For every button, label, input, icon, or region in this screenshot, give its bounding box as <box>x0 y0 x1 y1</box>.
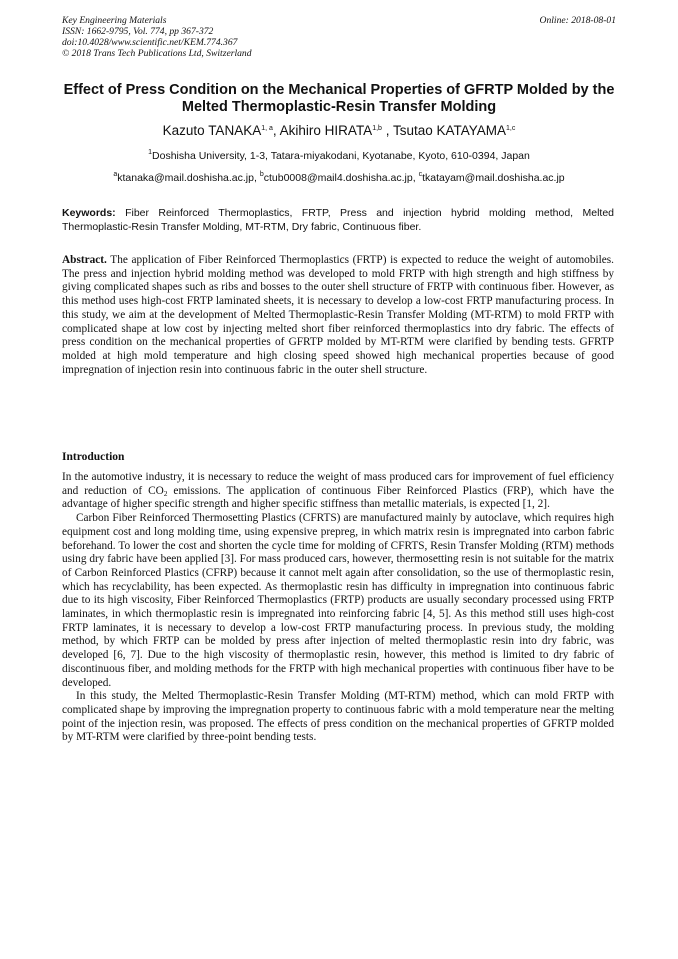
online-date: Online: 2018-08-01 <box>539 15 616 26</box>
author-name: Akihiro HIRATA <box>279 123 373 138</box>
email-superscript: c <box>418 171 423 178</box>
paragraph: In this study, the Melted Thermoplastic-Resin Transfer Molding (MT-RTM) method, which can mold FRTP with complicated shape by improving the impregnation property to continuous fabric with a mold temperature near the melting point of the injection resin, was proposed. The effects of press condition on the mechanical properties of GFRTP molded by MT-RTM were clarified by three-point bending tests. <box>62 690 614 744</box>
paragraph-text: In the automotive industry, it is necessary to reduce the weight of mass produced cars for improvement of fuel efficiency and reduction of CO <box>62 471 614 497</box>
journal-name: Key Engineering Materials <box>62 15 167 26</box>
author-name: Tsutao KATAYAMA <box>392 123 506 138</box>
affiliation <box>40 150 638 163</box>
author-superscript: 1,b <box>372 125 382 132</box>
email-superscript: a <box>113 171 118 178</box>
author-superscript: 1,c <box>506 125 516 132</box>
issn-line: ISSN: 1662-9795, Vol. 774, pp 367-372 <box>62 26 214 37</box>
affiliation-text: Doshisha University, 1-3, Tatara-miyakodani, Kyotanabe, Kyoto, 610-0394, Japan <box>152 150 530 162</box>
email-list <box>30 172 648 185</box>
author-separator: , <box>381 123 393 138</box>
introduction-body <box>62 471 614 745</box>
keywords-text: Fiber Reinforced Thermoplastics, FRTP, Press and injection hybrid molding method, Melted Thermoplastic-Resin Transfer Molding, MT-RTM, Dry fabric, Continuous fiber. <box>62 207 614 233</box>
email-separator: , <box>412 172 419 184</box>
email-superscript: b <box>259 171 264 178</box>
doi-line: doi:10.4028/www.scientific.net/KEM.774.367 <box>62 37 238 48</box>
section-heading: Introduction <box>62 451 125 463</box>
paragraph-text: emissions. The application of continuous Fiber Reinforced Plastics (FRP), which have the advantage of higher specific strength and higher specific stiffness than metallic materials, is expected [1, 2]. <box>62 484 614 511</box>
author-separator: , <box>272 123 280 138</box>
email-separator: , <box>253 172 260 184</box>
paragraph <box>62 471 614 512</box>
author-name: Kazuto TANAKA <box>162 123 262 138</box>
author-superscript: 1, a <box>261 125 273 132</box>
journal-header <box>62 15 616 59</box>
abstract-text: The application of Fiber Reinforced Thermoplastics (FRTP) is expected to reduce the weight of automobiles. The press and injection hybrid molding method was developed to mold FRTP with high strength and high stiffness by giving complicated shapes such as ribs and bosses to the outer shell structure of FRTP with continuous fiber. However, as this method uses high-cost FRTP laminated sheets, it is necessary to develop a low-cost FRTP manufacturing process. In this study, we aim at the development of Melted Thermoplastic-Resin Transfer Molding (MT-RTM) to mold FRTP with complicated shape at low cost by injecting melted short fiber reinforced thermoplastics into dry fabric. The effects of press condition on the mechanical properties of GFRTP molded by MT-RTM were clarified by bending tests. GFRTP molded at high mold temperature and high closing speed showed high mechanical properties because of good impregnation of injection resin into continuous fabric in the outer shell structure. <box>62 254 614 376</box>
paper-title: Effect of Press Condition on the Mechanical Properties of GFRTP Molded by the Melted Thermoplastic-Resin Transfer Molding <box>63 82 615 115</box>
subscript: 2 <box>163 488 168 498</box>
email-address[interactable]: ktanaka@mail.doshisha.ac.jp <box>117 172 254 184</box>
affiliation-superscript: 1 <box>148 149 153 156</box>
keywords-label: Keywords: <box>62 207 116 219</box>
paragraph: Carbon Fiber Reinforced Thermosetting Plastics (CFRTS) are manufactured mainly by autoclave, which requires high equipment cost and long molding time, using expensive prepreg, in which matrix resin is impregnated into carbon fabric beforehand. To lower the cost and shorten the cycle time for molding of CFRTS, Resin Transfer Molding (RTM) methods using dry fabric have been applied [3]. For mass produced cars, however, thermosetting resin is not suitable for the matrix of Carbon Reinforced Plastics (CFRP) because it cannot melt again after consolidation, so the use of thermoplastic resin, which has recyclability, has been expected. As thermoplastic resin has difficulty in impregnation into continuous fabric due to its high viscosity, Fiber Reinforced Thermoplastics (FRTP) products are usually secondary processed using FRTP laminates, in which thermoplastic resin is impregnated into reinforcing fabric [4, 5]. As this method still uses high-cost FRTP laminates, it is necessary to develop a low-cost FRTP manufacturing process. In previous study, the molding method, by which FRTP can be molded by press after injection of melted thermoplastic resin into dry fabric, was developed [6, 7]. Due to the high viscosity of thermoplastic resin, however, this method is limited to dry fabric of discontinuous fiber, and molding methods for the FRTP with high mechanical properties with continuous fiber have to be developed. <box>62 512 614 689</box>
email-address[interactable]: ctub0008@mail4.doshisha.ac.jp <box>263 172 413 184</box>
keywords-block <box>62 207 614 234</box>
author-list <box>40 123 638 139</box>
abstract-label: Abstract. <box>62 254 107 266</box>
abstract-block <box>62 254 614 377</box>
copyright-line: © 2018 Trans Tech Publications Ltd, Switzerland <box>62 48 252 59</box>
email-address[interactable]: tkatayam@mail.doshisha.ac.jp <box>422 172 565 184</box>
